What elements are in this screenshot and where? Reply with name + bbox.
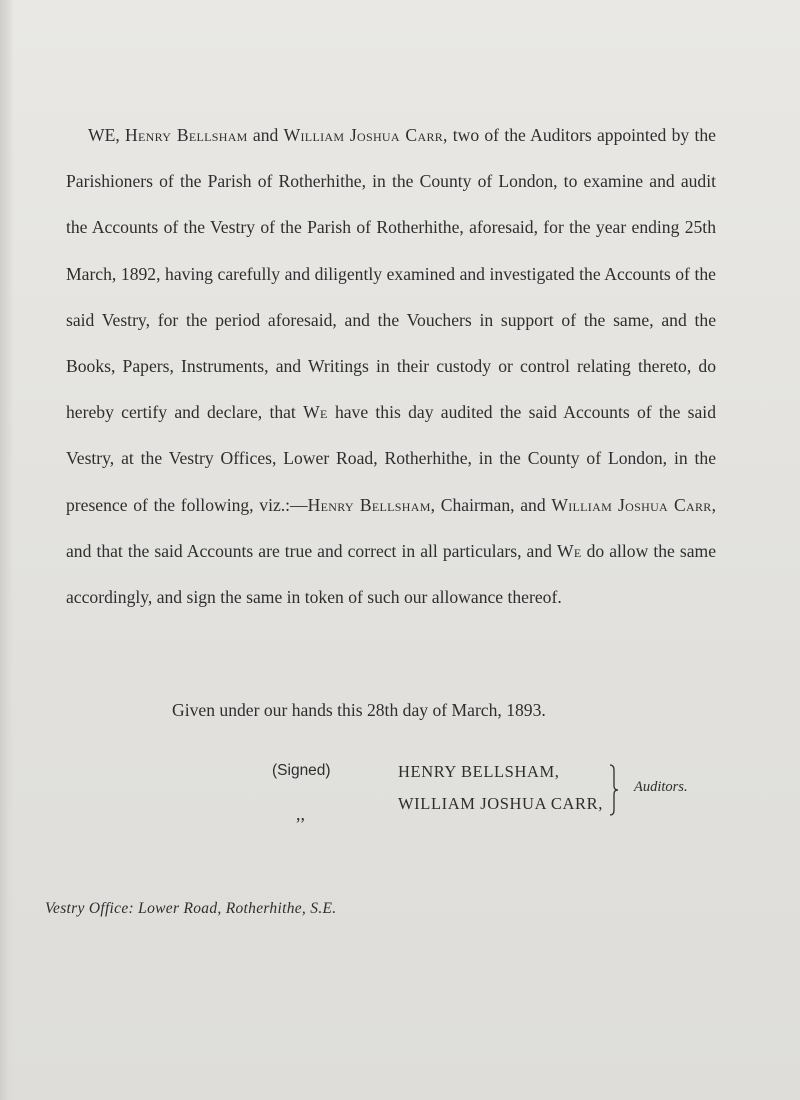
conjunction: and <box>252 125 279 145</box>
signer-2-name: WILLIAM JOSHUA CARR, <box>398 794 603 813</box>
signer-1-name: HENRY BELLSHAM, <box>398 762 560 781</box>
vestry-office-address: Vestry Office: Lower Road, Rotherhithe, S.E. <box>45 900 337 917</box>
paragraph-text-3: , and that the said Accounts are true and correct in all particulars, and <box>66 494 717 561</box>
signed-label: (Signed) <box>272 762 331 779</box>
presence-role-1: , Chairman, and <box>430 494 546 515</box>
given-under-hands-line: Given under our hands this 28th day of March, 1893. <box>172 700 546 720</box>
curly-brace-icon <box>608 764 620 816</box>
auditors-role-label: Auditors. <box>634 779 688 795</box>
opening-word: WE, <box>88 125 120 145</box>
we-word-1: We <box>303 402 328 423</box>
certificate-paragraph <box>66 112 716 620</box>
presence-name-2: William Joshua Carr <box>551 494 712 515</box>
paragraph-text-1: , two of the Auditors appointed by the Parishioners of the Parish of Rotherhithe, in the County of London, to examine and audit the Accounts of the Vestry of the Parish of Rotherhithe, aforesaid, for the year ending 25th March, 1892, having carefully and diligently examined and investigated the Accounts of the said Vestry, for the period aforesaid, and the Vouchers in support of the same, and the Books, Papers, Instruments, and Writings in their custody or control relating thereto, do hereby certify and declare, that <box>66 125 716 423</box>
we-word-2: We <box>556 540 582 561</box>
auditor-name-1: Henry Bellsham <box>125 125 248 145</box>
page-edge-shadow <box>0 0 14 1100</box>
auditor-name-2: William Joshua Carr <box>283 125 444 145</box>
ditto-mark: ,, <box>296 804 305 824</box>
paragraph-text-4: do allow the same accordingly, and sign the same in token of such our allowance thereof. <box>66 540 716 608</box>
presence-name-1: Henry Bellsham <box>307 494 431 515</box>
paragraph-text-2: have this day audited the said Accounts of the said Vestry, at the Vestry Offices, Lower Road, Rotherhithe, in the County of London, in the presence of the following, viz.:— <box>66 402 716 515</box>
